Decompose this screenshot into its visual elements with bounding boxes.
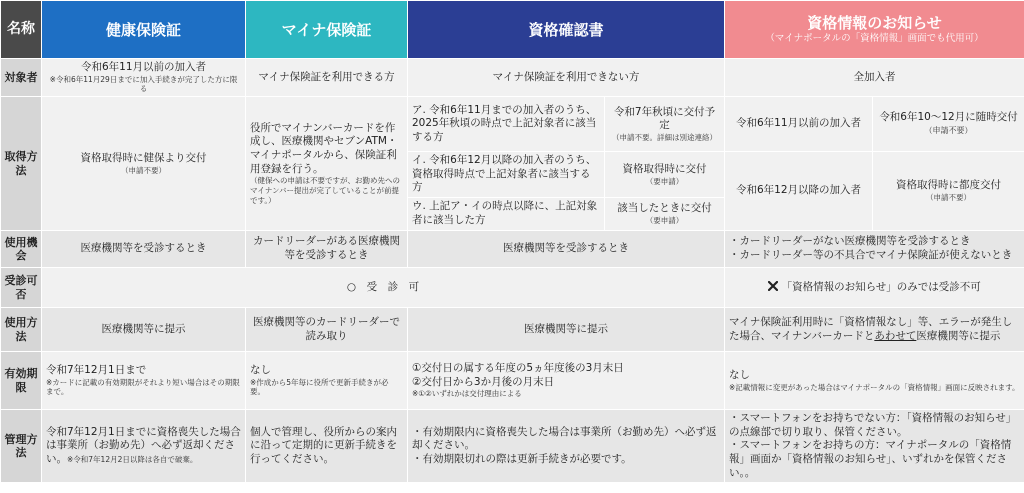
shutoku-oshirase-2-result-note: （申請不要）	[926, 193, 972, 203]
shutoku-kenpo-note: （申請不要）	[121, 165, 166, 175]
shiyo-hoho-oshirase-a: マイナ保険証利用時に「資格情報なし」等、エラーが発生した場合、マイナンバーカードと	[729, 315, 1013, 342]
shutoku-kenpo-text: 資格取得時に健保より交付	[80, 151, 207, 164]
shutoku-oshirase-2-result-text: 資格取得時に都度交付	[896, 179, 1002, 192]
shutoku-shikaku-a-result	[605, 97, 725, 152]
shiyo-kikai-kenpo: 医療機関等を受診するとき	[42, 231, 246, 268]
shutoku-shikaku-u-result-text: 該当したときに交付	[617, 202, 712, 215]
shiyo-kikai-oshirase	[725, 231, 1024, 268]
yuko-kenpo-text: 令和7年12月1日まで	[46, 363, 147, 376]
yuko-shikaku-note: ※①②いずれかは交付理由による	[412, 389, 522, 399]
shutoku-oshirase-2: 令和6年12月以降の加入者	[725, 152, 873, 231]
taisho-maina: マイナ保険証を利用できる方	[246, 59, 408, 97]
shutoku-shikaku-i-result	[605, 152, 725, 198]
shiyo-kikai-oshirase-2: ・カードリーダー等の不具合でマイナ保険証が使えないとき	[729, 249, 1013, 262]
x-mark-icon	[768, 281, 778, 291]
row-label-shutoku: 取得方法	[1, 97, 42, 231]
yuko-shikaku	[408, 352, 725, 410]
yuko-kenpo	[42, 352, 246, 410]
kanri-shikaku-2: ・有効期限切れの際は更新手続きが必要です。	[412, 452, 632, 465]
yuko-oshirase-text: なし	[729, 368, 751, 381]
shiyo-hoho-oshirase-b: 医療機関等に提示	[916, 329, 1001, 342]
shiyo-hoho-kenpo: 医療機関等に提示	[42, 308, 246, 352]
shiyo-kikai-shikaku: 医療機関等を受診するとき	[408, 231, 725, 268]
row-shiyo-hoho	[1, 308, 1024, 352]
row-label-jushin: 受診可否	[1, 268, 42, 308]
kanri-kenpo	[42, 410, 246, 483]
kanri-shikaku-1: ・有効期限内に資格喪失した場合は事業所（お勤め先）へ必ず返却ください。	[412, 425, 717, 452]
row-label-shiyo-kikai: 使用機会	[1, 231, 42, 268]
shiyo-kikai-maina: カードリーダーがある医療機関等を受診するとき	[246, 231, 408, 268]
shutoku-oshirase-2-result	[873, 152, 1024, 231]
kanri-kenpo-note: ※令和7年12月2日以降は各自で破棄。	[67, 454, 198, 464]
row-shiyo-kikai	[1, 231, 1024, 268]
shutoku-shikaku-u-result	[605, 198, 725, 231]
taisho-kenpo	[42, 59, 246, 97]
taisho-shikaku: マイナ保険証を利用できない方	[408, 59, 725, 97]
row-kanri	[1, 410, 1024, 483]
header-oshirase	[725, 1, 1024, 59]
shutoku-maina-note: （健保への申請は不要ですが、お勤め先へのマイナンバー提出が完了していることが前提です。）	[250, 176, 400, 205]
taisho-kenpo-text: 令和6年11月以前の加入者	[80, 61, 207, 73]
shiyo-kikai-oshirase-1: ・カードリーダーがない医療機関等を受診するとき	[729, 235, 971, 248]
row-yuko	[1, 352, 1024, 410]
shutoku-shikaku-i: イ. 令和6年12月以降の加入者のうち、資格取得時点で上記対象者に該当する方	[408, 152, 605, 198]
shutoku-oshirase-1-result-note: （申請不要）	[924, 126, 973, 136]
shutoku-shikaku-a-result-text: 令和7年秋頃に交付予定	[613, 105, 716, 132]
jushin-oshirase-text: 「資格情報のお知らせ」のみでは受診不可	[781, 280, 981, 293]
shutoku-oshirase-1-result-text: 令和6年10～12月に随時交付	[879, 110, 1018, 123]
header-oshirase-title: 資格情報のお知らせ	[807, 14, 942, 33]
shiyo-hoho-oshirase	[725, 308, 1024, 352]
shutoku-shikaku-i-result-note: （要申請）	[645, 176, 684, 186]
shutoku-maina	[246, 97, 408, 231]
header-maina: マイナ保険証	[246, 1, 408, 59]
row-shutoku-1	[1, 97, 1024, 152]
row-label-shiyo-hoho: 使用方法	[1, 308, 42, 352]
yuko-maina-text: なし	[250, 363, 271, 376]
yuko-shikaku-1: ①交付日の属する年度の5ヵ年度後の3月末日	[412, 362, 624, 375]
taisho-oshirase: 全加入者	[725, 59, 1024, 97]
row-label-taisho: 対象者	[1, 59, 42, 97]
shutoku-shikaku-a-result-note: （申請不要。詳細は別途連絡）	[612, 132, 717, 142]
kanri-kenpo-text: 令和7年12月1日までに資格喪失した場合は事業所（お勤め先）へ必ず返却ください。	[46, 425, 241, 465]
shutoku-shikaku-i-result-text: 資格取得時に交付	[622, 162, 707, 175]
corner-label: 名称	[1, 1, 42, 59]
row-jushin	[1, 268, 1024, 308]
header-kenpo: 健康保険証	[42, 1, 246, 59]
jushin-oshirase	[725, 268, 1024, 308]
header-oshirase-sub: （マイナポータルの「資格情報」画面でも代用可）	[765, 32, 984, 44]
yuko-kenpo-note: ※カードに記載の有効期限がそれより短い場合はその期限まで。	[46, 377, 240, 397]
header-shikaku: 資格確認書	[408, 1, 725, 59]
shutoku-maina-text: 役所でマイナンバーカードを作成し、医療機関やセブンATM・マイナポータルから、保険証利用登録を行う。	[250, 121, 398, 175]
jushin-kanou: ○ 受 診 可	[42, 268, 725, 308]
kanri-shikaku	[408, 410, 725, 483]
shutoku-shikaku-u-result-note: （要申請）	[645, 216, 684, 225]
taisho-kenpo-note: ※令和6年11月29日までに加入手続きが完了した方に限る	[49, 74, 238, 94]
shutoku-oshirase-1: 令和6年11月以前の加入者	[725, 97, 873, 152]
shutoku-oshirase-1-result	[873, 97, 1024, 152]
header-row	[1, 1, 1024, 59]
shiyo-hoho-shikaku: 医療機関等に提示	[408, 308, 725, 352]
shutoku-shikaku-a: ア. 令和6年11月までの加入者のうち、2025年秋頃の時点で上記対象者に該当する方	[408, 97, 605, 152]
shiyo-hoho-oshirase-underline: あわせて	[874, 329, 917, 342]
kanri-oshirase-2: ・スマートフォンをお持ちの方：マイナポータルの「資格情報」画面か「資格情報のお知らせ」、いずれかを保管ください。。	[729, 439, 1012, 479]
yuko-maina	[246, 352, 408, 410]
yuko-shikaku-2: ②交付日から3か月後の月末日	[412, 375, 555, 388]
shutoku-shikaku-u: ウ. 上記ア・イの時点以降に、上記対象者に該当した方	[408, 198, 605, 231]
row-label-kanri: 管理方法	[1, 410, 42, 483]
kanri-oshirase-1: ・スマートフォンをお持ちでない方：「資格情報のお知らせ」の点線部で切り取り、保管ください。	[729, 412, 1017, 438]
yuko-maina-note: ※作成から5年毎に役所で更新手続きが必要。	[250, 377, 389, 397]
shutoku-kenpo	[42, 97, 246, 231]
kanri-oshirase	[725, 410, 1024, 483]
yuko-oshirase	[725, 352, 1024, 410]
yuko-oshirase-note: ※記載情報に変更があった場合はマイナポータルの「資格情報」画面に反映されます。	[729, 382, 1020, 392]
kanri-maina: 個人で管理し、役所からの案内に沿って定期的に更新手続きを行ってください。	[246, 410, 408, 483]
row-taisho	[1, 59, 1024, 97]
row-label-yuko: 有効期限	[1, 352, 42, 410]
shiyo-hoho-maina: 医療機関等のカードリーダーで読み取り	[246, 308, 408, 352]
